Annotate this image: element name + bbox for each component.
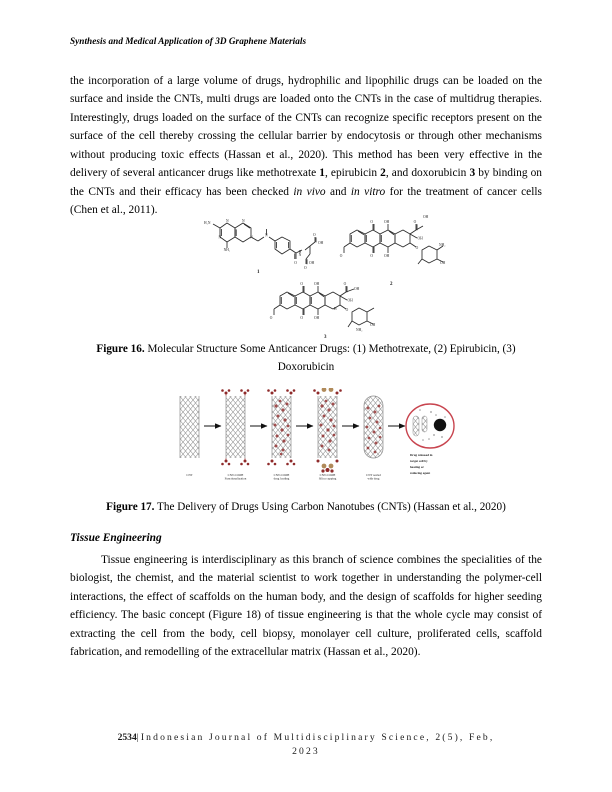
svg-text:O: O: [345, 308, 349, 312]
svg-text:NH₂: NH₂: [439, 243, 446, 247]
in-vitro-italic: in vitro: [350, 185, 386, 198]
svg-text:O: O: [300, 282, 304, 286]
paragraph-1-segment-6: for the treatment of cancer cells (Chen et al., 2011).: [70, 185, 542, 217]
svg-text:H: H: [298, 250, 302, 254]
svg-text:drug loading: drug loading: [273, 476, 290, 481]
figure-16-label: Figure 16.: [96, 343, 145, 355]
svg-text:NH₂: NH₂: [356, 328, 363, 332]
running-head: Synthesis and Medical Application of 3D Graphene Materials: [70, 36, 307, 46]
svg-text:OH: OH: [309, 261, 315, 265]
svg-text:OH: OH: [347, 298, 353, 303]
svg-text:O: O: [304, 266, 307, 270]
svg-text:O: O: [313, 233, 316, 237]
cnt-stage-1: [180, 396, 199, 458]
footer-separator: |: [136, 732, 141, 743]
svg-text:Silica capping: Silica capping: [318, 476, 337, 481]
body-paragraph-tissue-engineering: Tissue engineering is interdisciplinary as this branch of science combines the specialities of the biologist, the chemist, and the material scientist to work together in understanding the polymer-cell interactions, the effect of scaffolds on the human body, and the design of scaffolds for higher seeding efficiency. The basic concept (Figure 18) of tissue engineering is that the whole cycle may consist of extracting the cell from the body, cell biopsy, monolayer cell culture, proliferated cells, scaffold fabrication, and remodelling of the extracellular matrix (Hassan et al., 2020).: [70, 554, 542, 659]
molecule-methotrexate: [202, 214, 324, 275]
svg-text:OH: OH: [384, 220, 390, 224]
svg-text:Functionalization: Functionalization: [224, 476, 247, 481]
molecule-2-number: 2: [390, 282, 393, 287]
molecule-3-number: 3: [324, 335, 327, 340]
drug-ref-3: 3: [469, 167, 476, 180]
svg-text:target cell by: target cell by: [410, 459, 428, 463]
svg-text:O: O: [269, 316, 273, 320]
figure-17-caption: [70, 498, 542, 516]
paragraph-1-segment-4: by binding on the CNTs and their efficacy has been checked: [70, 167, 542, 198]
cnt-stage-2: [221, 389, 249, 465]
cnt-stage-4: [313, 388, 342, 473]
figure-17-image: [168, 388, 456, 492]
svg-text:O: O: [370, 254, 374, 258]
paragraph-1-segment-1: the incorporation of a large volume of drugs, hydrophilic and lipophilic drugs can be loaded on the surface and inside the CNTs, multi drugs are loaded onto the CNTs in the case of multidrug therapies. Interestingly, drugs loaded on the surface of the CNTs can recognize specific receptors present on the surface of the cell thereby crossing the cellular barrier by endocytosis or through other mechanisms without producing toxic effects (Hassan et al., 2020). This method has been very effective in the delivery of several anticancer drugs like methotrexate: [70, 75, 542, 180]
svg-text:O: O: [339, 254, 343, 258]
svg-text:OH: OH: [417, 236, 423, 241]
svg-text:N: N: [242, 219, 245, 223]
cnt-stage-3: [267, 389, 295, 465]
svg-text:O: O: [343, 282, 347, 286]
svg-text:OH: OH: [423, 215, 429, 219]
figure-17-label: Figure 17.: [106, 501, 155, 513]
drug-ref-2: 2: [380, 167, 386, 180]
section-heading-tissue-engineering: Tissue Engineering: [70, 532, 162, 544]
svg-text:CNT: CNT: [186, 473, 193, 477]
drug-ref-1: 1: [319, 167, 325, 180]
svg-text:reducing agent: reducing agent: [410, 471, 431, 475]
svg-text:O: O: [370, 220, 374, 224]
body-paragraph-1: [70, 72, 542, 220]
figure-16-caption: [70, 340, 542, 377]
footer-page-number: 2534: [117, 732, 137, 743]
cnt-stage-5: [364, 396, 383, 458]
svg-text:H: H: [334, 307, 337, 311]
svg-text:N: N: [226, 219, 229, 223]
paragraph-1-segment-2: , epirubicin: [324, 167, 381, 180]
molecule-doxorubicin: [268, 280, 390, 338]
figure-17-caption-text: The Delivery of Drugs Using Carbon Nanotubes (CNTs) (Hassan et al., 2020): [154, 501, 506, 513]
svg-text:H₂N: H₂N: [204, 221, 211, 225]
svg-text:heating or: heating or: [410, 465, 424, 469]
molecule-1-number: 1: [257, 270, 260, 275]
svg-text:O: O: [413, 220, 417, 224]
svg-text:OH: OH: [384, 254, 390, 258]
page-footer: [70, 731, 542, 759]
footer-journal-line: Indonesian Journal of Multidisciplinary Science, 2(5), Feb,: [140, 732, 495, 743]
svg-text:N: N: [250, 235, 253, 240]
svg-text:CNT-COOH: CNT-COOH: [319, 473, 336, 477]
paragraph-1-segment-5: and: [325, 185, 351, 198]
svg-text:with drug: with drug: [367, 476, 380, 481]
svg-text:CNT-COOH: CNT-COOH: [227, 473, 244, 477]
figure-16-image: [70, 212, 542, 340]
svg-text:OH: OH: [354, 287, 360, 291]
svg-text:CNT-COOH: CNT-COOH: [273, 473, 290, 477]
target-cell: [406, 404, 454, 448]
footer-year: 2023: [292, 746, 320, 757]
svg-text:O: O: [300, 316, 304, 320]
svg-text:N: N: [218, 235, 222, 240]
svg-text:O: O: [415, 246, 419, 250]
molecule-epirubicin: [338, 212, 456, 287]
svg-text:Drug released in: Drug released in: [410, 453, 433, 457]
figure-16-caption-text: Molecular Structure Some Anticancer Drugs: (1) Methotrexate, (2) Epirubicin, (3) Doxorubicin: [144, 343, 516, 374]
svg-text:N: N: [298, 253, 302, 258]
svg-text:NH₂: NH₂: [223, 248, 231, 252]
paragraph-1-segment-3: , and doxorubicin: [385, 167, 470, 180]
svg-text:OH: OH: [318, 241, 324, 245]
svg-text:O: O: [294, 261, 297, 265]
in-vivo-italic: in vivo: [293, 185, 326, 198]
svg-text:OH: OH: [314, 282, 320, 286]
svg-text:OH: OH: [370, 323, 376, 327]
svg-text:OH: OH: [314, 316, 320, 320]
svg-text:CNT sealed: CNT sealed: [366, 473, 381, 477]
svg-text:N: N: [265, 233, 268, 238]
svg-text:OH: OH: [440, 261, 446, 265]
